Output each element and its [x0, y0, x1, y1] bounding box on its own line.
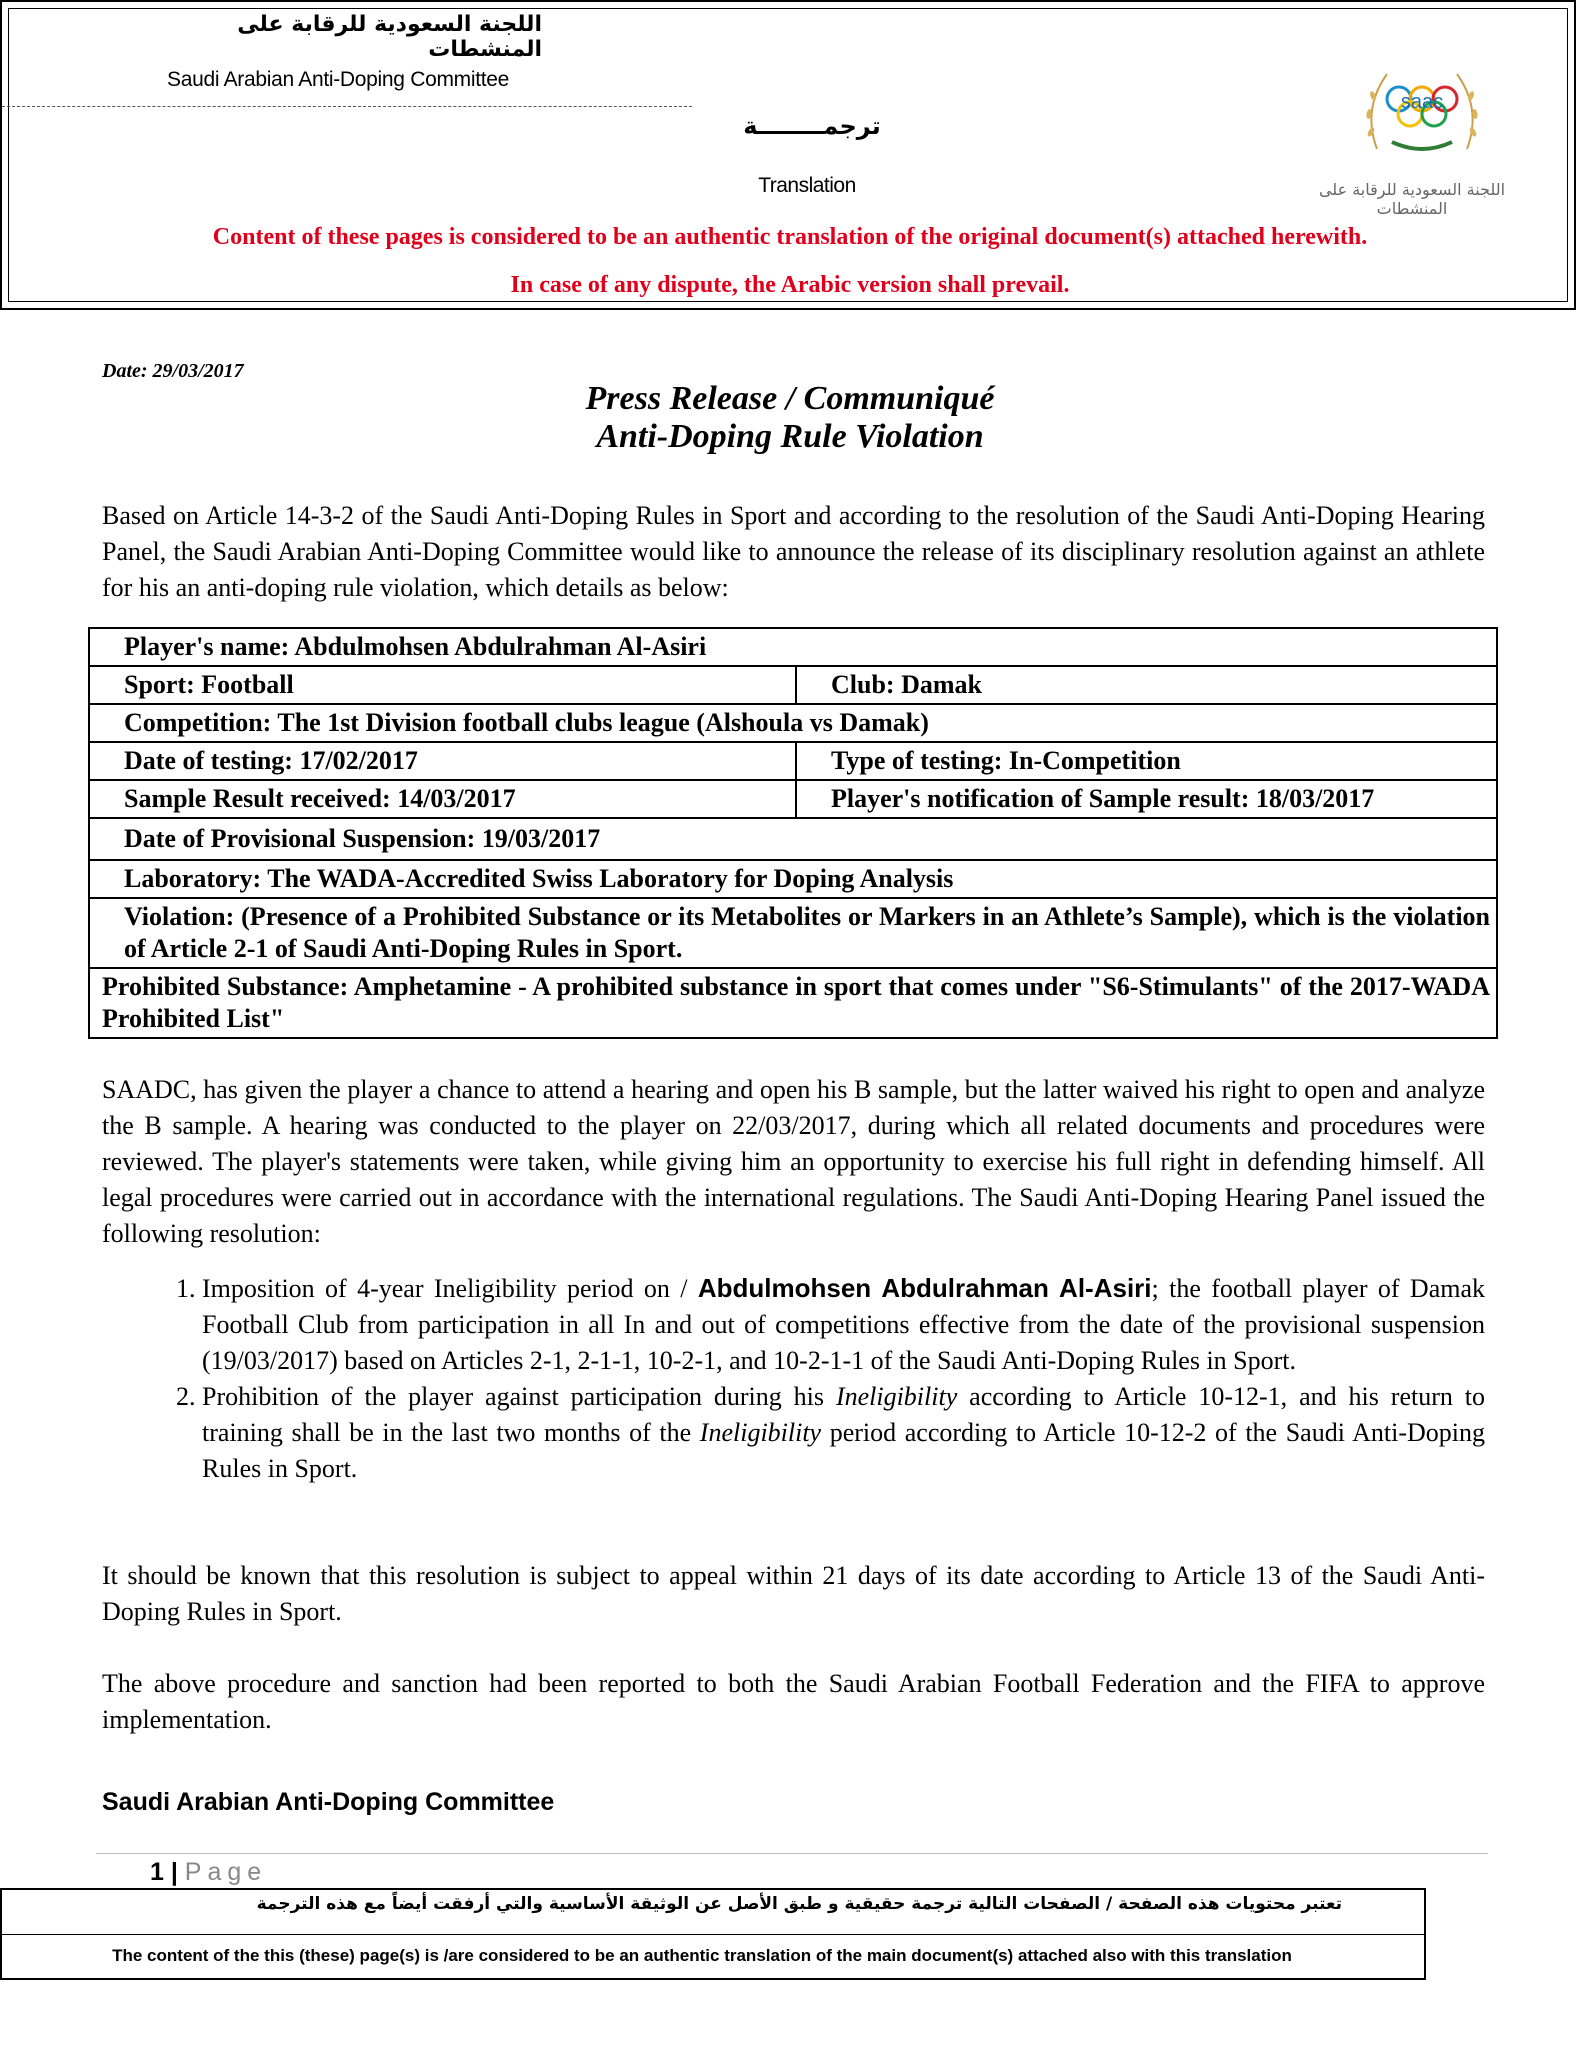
translation-english-label: Translation [758, 174, 856, 197]
violation-cell: Violation: (Presence of a Prohibited Substance or its Metabolites or Markers in an Athlete’s Sample), which is the violation of Article 2-1 of Saudi Anti-Doping Rules in Sport. [89, 898, 1497, 968]
date-of-testing-cell: Date of testing: 17/02/2017 [89, 742, 796, 780]
resolution-list [102, 1270, 1485, 1487]
saadc-logo [1357, 54, 1487, 164]
press-release-title [300, 380, 1280, 456]
table-row [89, 968, 1497, 1038]
violation-details-table [88, 627, 1498, 1039]
translation-arabic-label: ترجمــــــــة [743, 112, 881, 140]
table-row [89, 818, 1497, 860]
arabic-prevails-notice: In case of any dispute, the Arabic version shall prevail. [510, 272, 1070, 298]
table-row [89, 780, 1497, 818]
laboratory-cell: Laboratory: The WADA-Accredited Swiss Laboratory for Doping Analysis [89, 860, 1497, 898]
resolution-1-player-name: Abdulmohsen Abdulrahman Al-Asiri [697, 1273, 1152, 1303]
type-of-testing-cell: Type of testing: In-Competition [796, 742, 1497, 780]
resolution-2-text-mid: according to Article 10-12-1, and his return to training shall be in the last two months of the [202, 1382, 1485, 1447]
intro-paragraph: Based on Article 14-3-2 of the Saudi Anti-Doping Rules in Sport and according to the resolution of the Saudi Anti-Doping Hearing Panel, the Saudi Arabian Anti-Doping Committee would like to announce the release of its disciplinary resolution against an athlete for his an anti-doping rule violation, which details as below: [102, 501, 1485, 602]
footer-divider [2, 1934, 1424, 1935]
footer-rule [96, 1853, 1488, 1854]
footer-arabic-notice: تعتبر محتويات هذه الصفحة / الصفحات التالية ترجمة حقيقية و طبق الأصل عن الوثيقة الأساسية والتي أرفقت أيضاً مع هذه الترجمة [256, 1894, 1342, 1914]
resolution-1-text-end: ; the football player of Damak Football Club from participation in all In and out of competitions effective from the date of the provisional suspension (19/03/2017) based on Articles 2-1, 2-1-1, 10-2-1, and 10-2-1-1 of the Saudi Anti-Doping Rules in Sport. [202, 1274, 1486, 1375]
table-row [89, 628, 1497, 666]
player-name-cell: Player's name: Abdulmohsen Abdulrahman Al-Asiri [89, 628, 1497, 666]
hearing-paragraph: SAADC, has given the player a chance to attend a hearing and open his B sample, but the latter waived his right to open and analyze the B sample. A hearing was conducted to the player on 22/03/2017, during which all related documents and procedures were reviewed. The player's statements were taken, while giving him an opportunity to exercise his full right in defending himself. All legal procedures were carried out in accordance with the international regulations. The Saudi Anti-Doping Hearing Panel issued the following resolution: [102, 1075, 1485, 1248]
signature-committee: Saudi Arabian Anti-Doping Committee [102, 1788, 555, 1816]
authentic-translation-notice: Content of these pages is considered to be an authentic translation of the original document(s) attached herewith. [212, 224, 1368, 250]
resolution-2-text-end: period according to Article 10-12-2 of the Saudi Anti-Doping Rules in Sport. [202, 1418, 1485, 1483]
table-row [89, 704, 1497, 742]
table-row [89, 666, 1497, 704]
page-number-value: 1 [150, 1858, 164, 1886]
resolution-1-text: Imposition of 4-year Ineligibility period on / [202, 1274, 698, 1303]
prohibited-substance-cell: Prohibited Substance: Amphetamine - A prohibited substance in sport that comes under "S6-Stimulants" of the 2017-WADA Prohibited List" [89, 968, 1497, 1038]
footer-english-notice: The content of the this (these) page(s) is /are considered to be an authentic translation of the main document(s) attached also with this translation [112, 1946, 1292, 1965]
competition-cell: Competition: The 1st Division football clubs league (Alshoula vs Damak) [89, 704, 1497, 742]
committee-arabic-title: اللجنة السعودية للرقابة على المنشطات [237, 12, 542, 62]
committee-english-title: Saudi Arabian Anti-Doping Committee [167, 68, 510, 91]
resolution-2-emphasis: Ineligibility [835, 1382, 958, 1411]
logo-arabic-caption: اللجنة السعودية للرقابة على المنشطات [1318, 180, 1506, 218]
release-date: Date: 29/03/2017 [102, 360, 244, 382]
title-line-2: Anti-Doping Rule Violation [596, 418, 984, 455]
sport-cell: Sport: Football [89, 666, 796, 704]
report-paragraph: The above procedure and sanction had been reported to both the Saudi Arabian Football Federation and the FIFA to approve implementation. [102, 1669, 1485, 1734]
translation-footer [0, 1888, 1426, 1980]
title-line-1: Press Release / Communiqué [585, 380, 995, 417]
resolution-item-1 [202, 1270, 1485, 1379]
resolution-item-2 [202, 1379, 1485, 1487]
table-row [89, 898, 1497, 968]
appeal-paragraph: It should be known that this resolution is subject to appeal within 21 days of its date according to Article 13 of the Saudi Anti-Doping Rules in Sport. [102, 1561, 1485, 1626]
table-row [89, 860, 1497, 898]
club-cell: Club: Damak [796, 666, 1497, 704]
page-number-separator: | [163, 1858, 185, 1886]
resolution-2-text: Prohibition of the player against participation during his [202, 1382, 836, 1411]
logo-letters: saac [1400, 91, 1444, 113]
player-notification-cell: Player's notification of Sample result: 18/03/2017 [796, 780, 1497, 818]
sample-result-received-cell: Sample Result received: 14/03/2017 [89, 780, 796, 818]
page-label: Page [184, 1858, 268, 1886]
page-number [150, 1858, 267, 1887]
table-row [89, 742, 1497, 780]
header-dotted-divider [2, 106, 692, 107]
resolution-2-emphasis-2: Ineligibility [699, 1418, 822, 1447]
translation-header [0, 0, 1576, 310]
provisional-suspension-cell: Date of Provisional Suspension: 19/03/2017 [89, 818, 1497, 860]
